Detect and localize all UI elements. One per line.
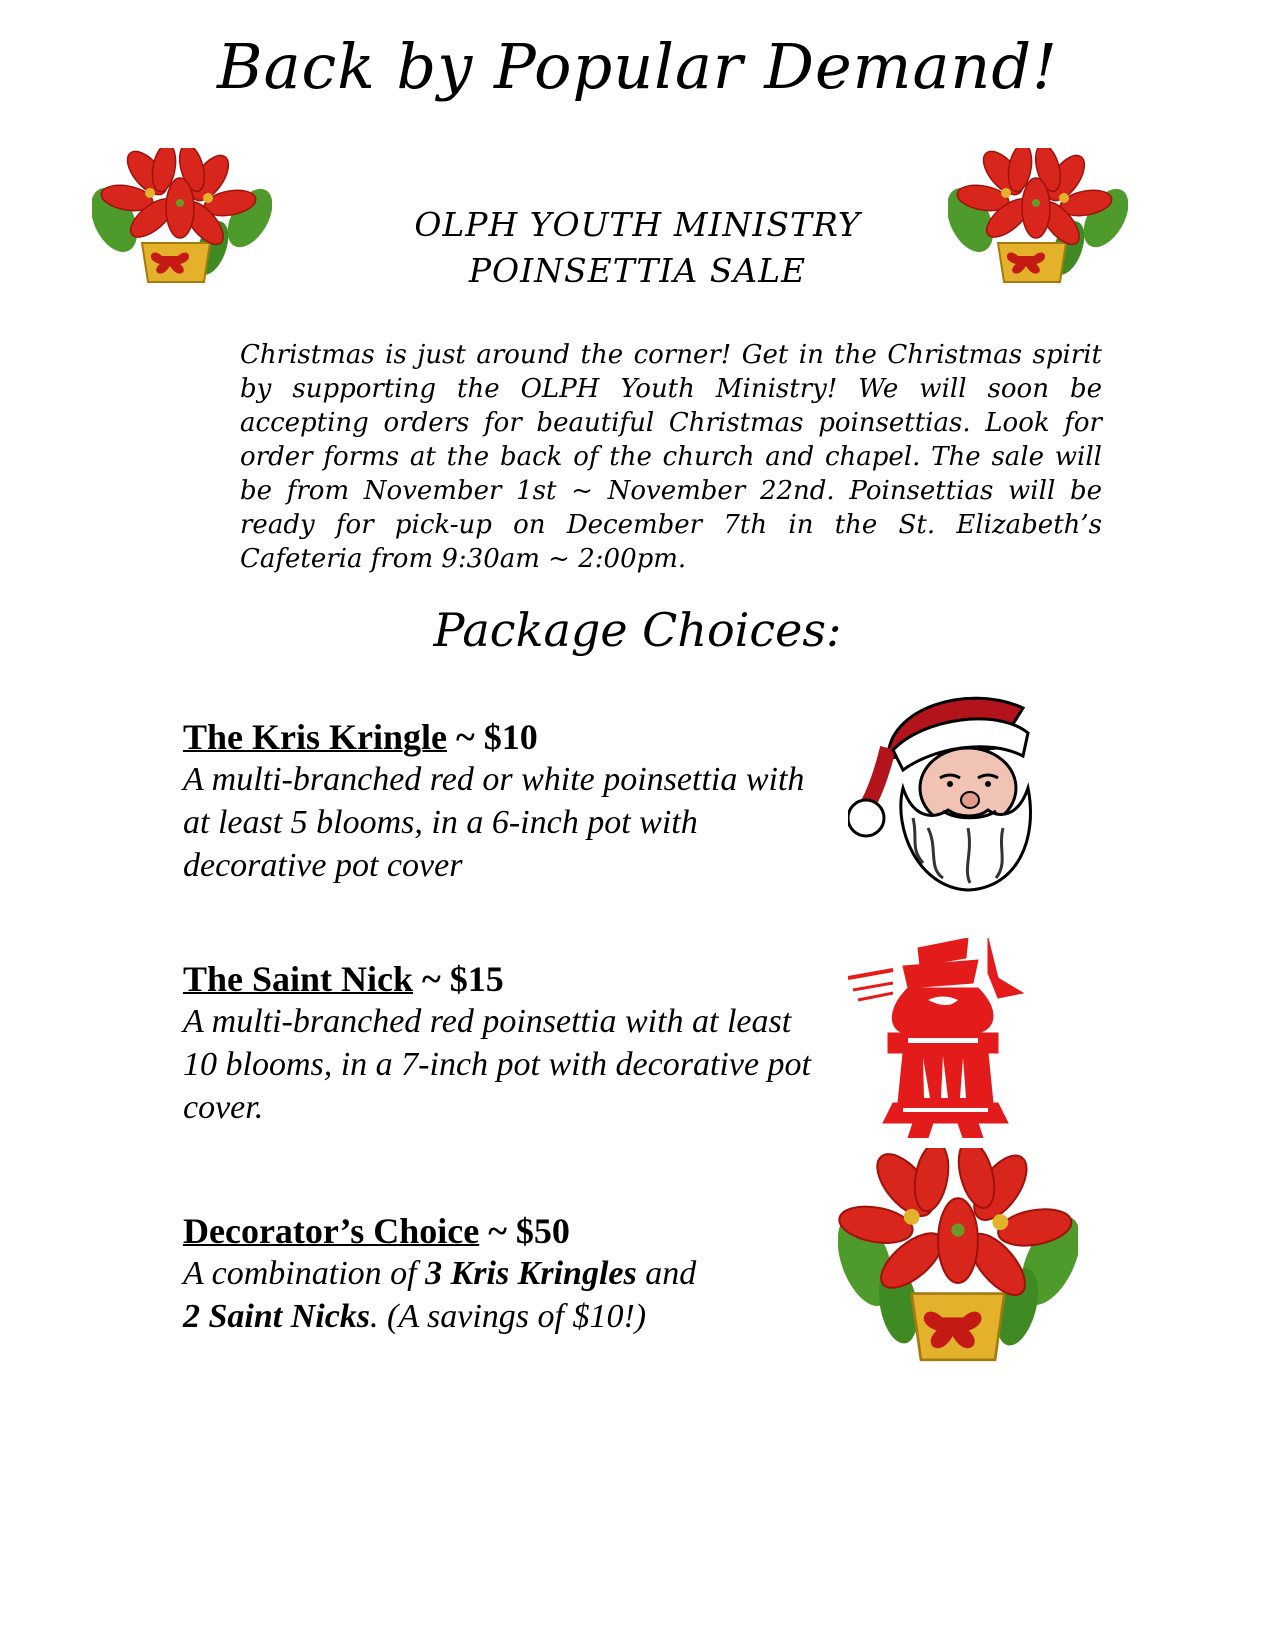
package-heading	[183, 1210, 823, 1252]
desc-text: . (A savings of $10!)	[370, 1298, 647, 1335]
section-title: Package Choices:	[433, 603, 842, 657]
santa-woodcut-icon	[848, 938, 1038, 1138]
desc-bold: 2 Saint Nicks	[183, 1298, 371, 1335]
package-heading	[183, 958, 823, 1000]
poinsettia-icon	[92, 148, 272, 288]
package-price: ~ $10	[447, 717, 538, 757]
package-description: A multi-branched red or white poinsettia with at least 5 blooms, in a 6-inch pot with decorative pot cover	[183, 761, 805, 884]
subtitle-line-1: OLPH YOUTH MINISTRY	[414, 205, 861, 244]
package-description	[183, 1252, 823, 1338]
package-kris-kringle	[183, 716, 823, 887]
package-heading	[183, 716, 823, 758]
desc-text: A combination of	[183, 1255, 426, 1292]
package-saint-nick	[183, 958, 823, 1129]
subtitle-line-2: POINSETTIA SALE	[468, 251, 807, 290]
poinsettia-icon	[838, 1148, 1078, 1373]
intro-paragraph: Christmas is just around the corner! Get in the Christmas spirit by supporting the OLPH Youth Ministry! We will soon be accepting orders for beautiful Christmas poinsettias. Look for order forms at the back of the church and chapel. The sale will be from November 1st ~ November 22nd. Poinsettias will be ready for pick-up on December 7th in the St. Elizabeth’s Cafeteria from 9:30am ~ 2:00pm.	[240, 340, 1102, 574]
package-name: The Saint Nick	[183, 959, 414, 999]
event-subtitle	[330, 202, 945, 294]
package-price: ~ $15	[413, 959, 504, 999]
santa-face-icon	[848, 678, 1063, 893]
poinsettia-icon	[948, 148, 1128, 288]
package-description: A multi-branched red poinsettia with at least 10 blooms, in a 7-inch pot with decorative pot cover.	[183, 1003, 811, 1126]
desc-text: and	[636, 1255, 697, 1292]
package-name: Decorator’s Choice	[183, 1211, 480, 1251]
desc-bold: 3 Kris Kringles	[425, 1255, 637, 1292]
package-decorators-choice	[183, 1210, 823, 1338]
package-price: ~ $50	[479, 1211, 570, 1251]
headline: Back by Popular Demand!	[217, 30, 1058, 103]
package-name: The Kris Kringle	[183, 717, 447, 757]
